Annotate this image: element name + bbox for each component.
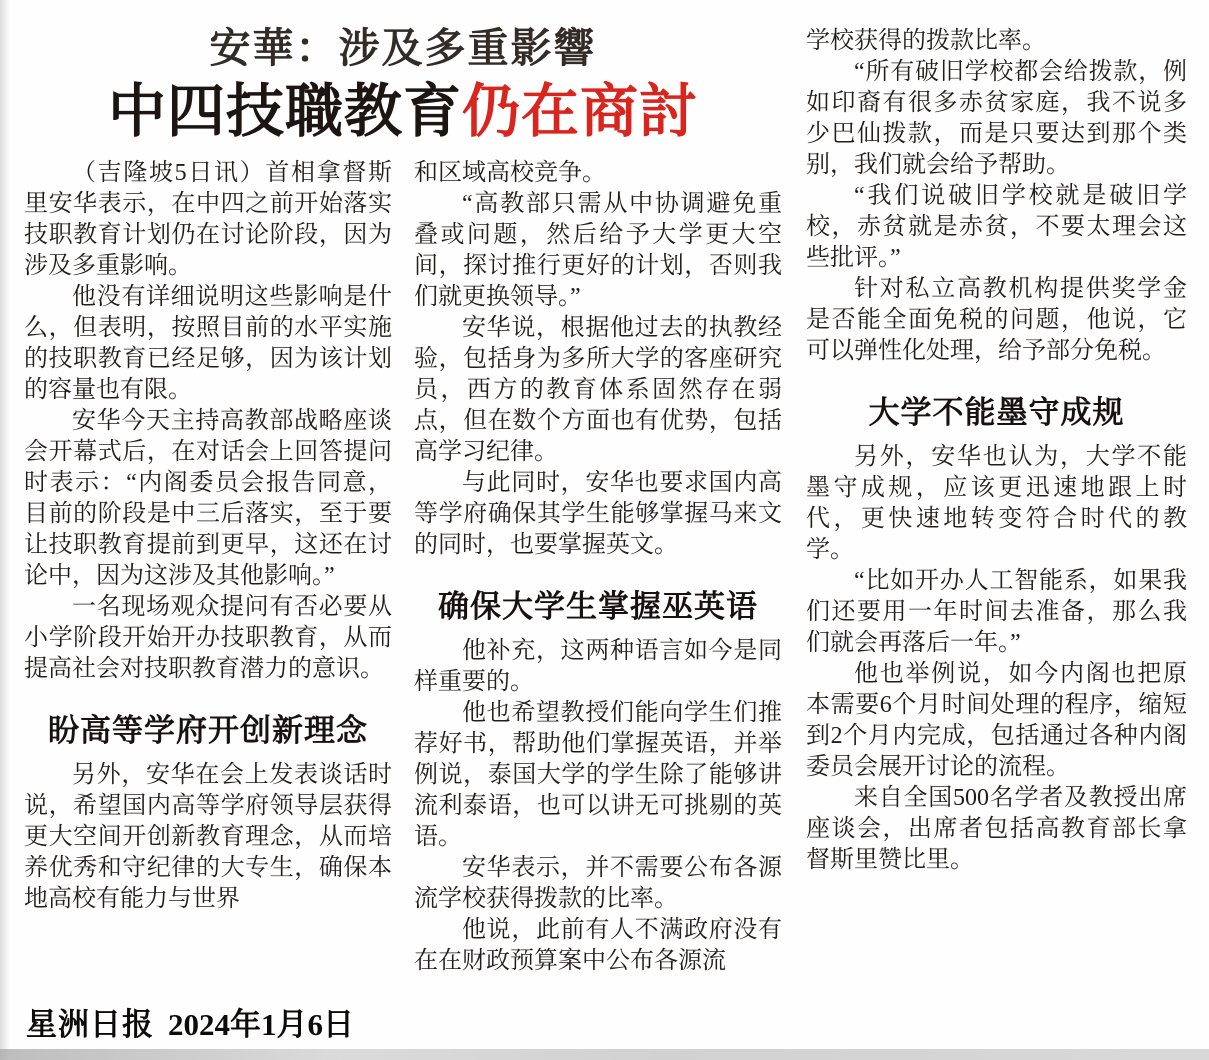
news-column-2 [414,158,782,977]
paragraph-continuation: 和区域高校竞争。 [414,159,606,186]
paragraph: 另外，安华在会上发表谈话时说，希望国内高等学府领导层获得更大空间开创新教育理念，从而培养优秀和守纪律的大专生，确保本地高校有能力与世界 [24,761,392,912]
paragraph: 安华今天主持高教部战略座谈会开幕式后，在对话会上回答提问时表示：“内阁委员会报告同意，目前的阶段是中三后落实，至于要让技职教育提前到更早，这还在讨论中，因为这涉及其他影响。” [24,407,392,589]
paragraph: “高教部只需从中协调避免重叠或问题，然后给予大学更大空间，探讨推行更好的计划，否则我们就更换领导。” [414,190,782,310]
article-left-zone [24,26,782,977]
headline-red-text: 仍在商討 [462,79,699,145]
article-kicker: 安華：涉及多重影響 [209,25,597,71]
page-footer [26,999,354,1044]
headline-black-text: 中四技職教育 [107,79,462,145]
paragraph: 他没有详细说明这些影响是什么，但表明，按照目前的水平实施的技职教育已经足够，因为该计划的容量也有限。 [24,283,392,403]
issue-date: 2024年1月6日 [168,1007,354,1042]
paragraph: 安华表示，并不需要公布各源流学校获得拨款的比率。 [414,854,782,912]
paragraph: 来自全国500名学者及教授出席座谈会，出席者包括高教育部长拿督斯里赞比里。 [806,785,1187,873]
paragraph-continuation: 学校获得的拨款比率。 [806,28,1046,54]
subhead-new-education-ideas: 盼高等学府开创新理念 [48,712,368,748]
subhead-universities-must-adapt: 大学不能墨守成规 [868,395,1125,430]
paragraph: 针对私立高教机构提供奖学金是否能全面免税的问题，他说，它可以弹性化处理，给予部分免税。 [806,276,1187,364]
subhead-master-malay-english: 确保大学生掌握巫英语 [438,588,758,624]
paragraph-dateline-lead: （吉隆坡5日讯）首相拿督斯里安华表示，在中四之前开始落实技职教育计划仍在讨论阶段，因为涉及多重影响。 [24,159,392,279]
paragraph: 与此同时，安华也要求国内高等学府确保其学生能够掌握马来文的同时，也要掌握英文。 [414,469,782,558]
headline-block [24,26,782,144]
paragraph: 他说，此前有人不满政府没有在在财政预算案中公布各源流 [414,916,782,974]
paragraph: 他补充，这两种语言如今是同样重要的。 [414,637,782,695]
news-column-3 [806,26,1187,977]
body-columns-1-2 [24,158,782,977]
paragraph: 他也举例说，如今内阁也把原本需要6个月时间处理的程序，缩短到2个月内完成，包括通过各种内阁委员会展开讨论的流程。 [806,661,1187,780]
paragraph: “我们说破旧学校就是破旧学校，赤贫就是赤贫，不要太理会这些批评。” [806,183,1187,271]
paragraph: 安华说，根据他过去的执教经验，包括身为多所大学的客座研究员，西方的教育体系固然存在弱点，但在数个方面也有优势，包括高学习纪律。 [414,314,782,465]
paragraph: 一名现场观众提问有否必要从小学阶段开始开办技职教育，从而提高社会对技职教育潜力的意识。 [24,593,392,682]
news-column-1 [24,158,392,977]
paragraph: “所有破旧学校都会给拨款，例如印裔有很多赤贫家庭，我不说多少巴仙拨款，而是只要达到那个类别，我们就会给予帮助。 [806,59,1187,178]
paragraph: 另外，安华也认为，大学不能墨守成规，应该更迅速地跟上时代，更快速地转变符合时代的教学。 [806,444,1187,563]
article-headline [24,81,782,144]
paragraph: 他也希望教授们能向学生们推荐好书，帮助他们掌握英语，并举例说，泰国大学的学生除了能够讲流利泰语，也可以讲无可挑剔的英语。 [414,699,782,850]
paragraph: “比如开办人工智能系，如果我们还要用一年时间去准备，那么我们就会再落后一年。” [806,568,1187,656]
scan-edge-artifact [0,1049,1209,1060]
newspaper-name: 星洲日报 [26,1007,154,1042]
